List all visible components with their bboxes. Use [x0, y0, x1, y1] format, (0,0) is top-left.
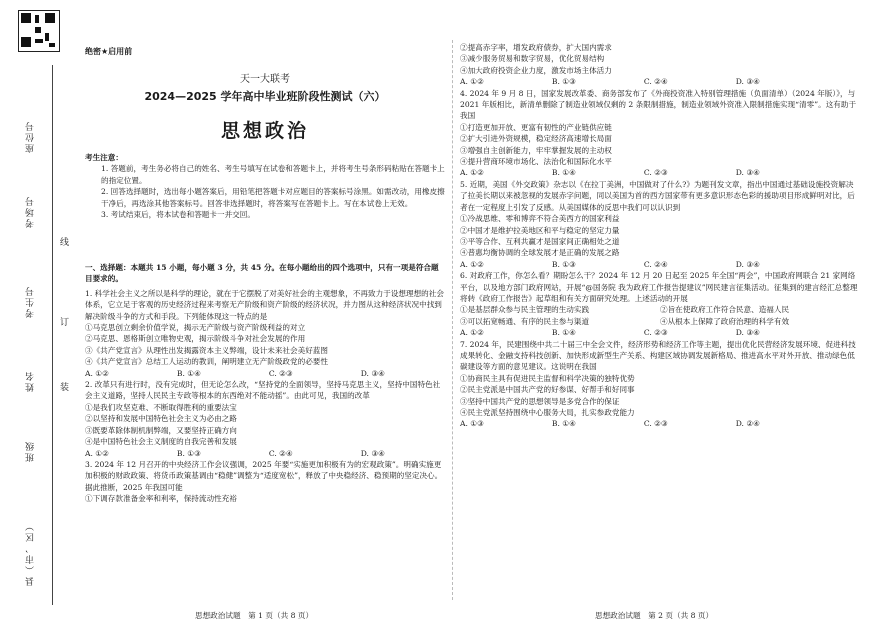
choice-d: D. ③④ — [735, 77, 760, 87]
option-item: ③《共产党宣言》从理性出发揭露资本主义弊端，设计未来社会美好蓝图 — [85, 345, 328, 355]
answer-choices — [85, 448, 385, 459]
notice-item: 1. 答题前，考生务必将自己的姓名、考生号填写在试卷和答题卡上，并将考生号条形码粘贴在答题卡上的指定位置。 — [101, 164, 445, 185]
page-footer-left: 思想政治试题 第 1 页（共 8 页） — [195, 611, 314, 620]
cut-mark-pack: 装 — [60, 383, 70, 393]
notice-item: 3. 考试结束后，将本试卷和答题卡一并交回。 — [101, 210, 255, 220]
question-stem: 4. 2024 年 9 月 8 日，国家发展改革委、商务部发布了《外商投资准入特别管理措施（负面清单）（2024 年版）》，与 2021 年版相比，新清单删除了制造业领域仅剩的 2 条限制措施，制造业领域外资准入限制措施实现“清零”。这有助于我国 — [460, 88, 857, 121]
choice-b: B. ①④ — [176, 368, 201, 378]
option-row — [460, 316, 860, 327]
qr-code — [18, 10, 60, 52]
choice-a: A. ①② — [85, 368, 109, 378]
choice-d: D. ③④ — [360, 448, 385, 458]
answer-choices — [460, 76, 760, 87]
option-item: ③坚持中国共产党的思想领导是多党合作的保证 — [460, 396, 620, 406]
page-divider — [452, 40, 453, 600]
option-item: ①协商民主具有促进民主监督和科学决策的独特优势 — [460, 373, 635, 383]
option-item: ①冷战思维、零和博弈不符合美西方的国家利益 — [460, 214, 620, 224]
choice-a: A. ①② — [460, 168, 484, 178]
option-item: ④从根本上保障了政府治理的科学有效 — [660, 316, 790, 326]
question-stem: 7. 2024 年，民建围绕中共二十届三中全会文件，经济形势和经济工作等主题，提出优化民营经济发展环境、促进科技成果转化、金融支持科技创新、加快形成新型生产关系、构建区域协调发展新格局、推进高水平对外开放、推动绿色低碳建设等方面的意见建议。这说明在我国 — [460, 339, 856, 372]
notice-block — [85, 152, 445, 220]
choice-c: C. ②③ — [268, 368, 293, 378]
answer-choices — [460, 167, 760, 178]
option-item: ①打造更加开放、更富有韧性的产业链供应链 — [460, 122, 612, 132]
option-item: ②以坚持和发展中国特色社会主义为必由之路 — [85, 414, 237, 424]
notice-title: 考生注意： — [85, 153, 123, 162]
answer-choices — [460, 259, 760, 270]
question-stem: 6. 对政府工作，你怎么看？期盼怎么干？2024 年 12 月 20 日起至 2025 年全国“两会”，中国政府网联合 21 家网络平台，以及地方部门政府网站，开展“@国务院 我为政府工作报告提建议”网民建言征集活动。征集到的建言经汇总整理将转《政府工作报告》起草组和有关方面研究处理。上述活动的开展 — [460, 271, 858, 303]
choice-c: C. ②③ — [643, 419, 668, 429]
option-item: ③可以拓宽畅通、有序的民主参与渠道 — [460, 316, 590, 326]
choice-d: D. ③④ — [735, 328, 760, 338]
answer-choices — [460, 418, 760, 429]
option-item: ①是我们攻坚克难、不断取得胜利的重要法宝 — [85, 402, 237, 412]
cut-mark-line: 线 — [60, 238, 70, 248]
choice-a: A. ①② — [460, 77, 484, 87]
question-stem: 5. 近期，美国《外交政策》杂志以《在拉丁美洲，中国做对了什么?》为题刊发文章，指出中国通过基础设施投资解决了拉美长期以来被忽视的发展赤字问题，同以美国为首的西方国家带有更多意识形态色彩的援助项目形成鲜明对比，后者在一定程度上引发了反感。从美国媒体的反思中我们可以认识到 — [460, 179, 855, 212]
choice-a: A. ①② — [85, 448, 109, 458]
choice-b: B. ①④ — [551, 328, 576, 338]
option-item: ②马克思、恩格斯创立唯物史观，揭示阶级斗争对社会发展的作用 — [85, 334, 306, 344]
exam-title: 2024—2025 学年高中毕业班阶段性测试（六） — [144, 90, 386, 103]
choice-a: A. ①② — [460, 259, 484, 269]
option-item: ④加大政府投资企业力度，激发市场主体活力 — [460, 65, 612, 75]
choice-b: B. ①③ — [176, 448, 201, 458]
option-item: ②提高赤字率，增发政府债券，扩大国内需求 — [460, 43, 612, 52]
choice-b: B. ①④ — [551, 168, 576, 178]
secret-label: 绝密★启用前 — [85, 47, 133, 56]
option-item: ①下调存款准备金率和利率，保持流动性充裕 — [85, 494, 237, 504]
option-row — [460, 304, 860, 315]
option-item: ④民主党派坚持围绕中心服务大局，扎实参政党能力 — [460, 408, 635, 417]
choice-c: C. ②④ — [268, 448, 293, 458]
organizer: 天一大联考 — [240, 74, 290, 85]
choice-b: B. ①④ — [551, 419, 576, 429]
option-item: ③增强自主创新能力，牢牢掌握发展的主动权 — [460, 145, 612, 155]
choice-a: A. ①② — [460, 328, 484, 338]
choice-c: C. ②④ — [643, 77, 668, 87]
notice-item: 2. 回答选择题时，选出每小题答案后，用铅笔把答题卡对应题目的答案标号涂黑。如需改动，用橡皮擦干净后，再选涂其他答案标号。回答非选择题时，将答案写在答题卡上。写在本试卷上无效。 — [101, 187, 445, 208]
option-item: ③减少服务贸易和数字贸易，优化贸易结构 — [460, 54, 605, 64]
county-label: 县（市、区） — [26, 520, 36, 586]
exam-room-label: 考场号 — [26, 195, 36, 228]
choice-c: C. ②③ — [643, 168, 668, 178]
option-item: ②旨在使政府工作符合民意、造福人民 — [660, 305, 790, 315]
option-item: ②民主党派是中国共产党的好参谋、好帮手和好同事 — [460, 385, 635, 395]
page-footer-right: 思想政治试题 第 2 页（共 8 页） — [595, 611, 714, 620]
choice-d: D. ③④ — [735, 259, 760, 269]
option-item: ④是中国特色社会主义制度的自我完善和发展 — [85, 437, 237, 447]
choice-a: A. ①③ — [460, 419, 484, 429]
candidate-number-label: 考生号 — [26, 285, 36, 318]
option-item: ①马克思创立剩余价值学说，揭示无产阶级与资产阶级利益的对立 — [85, 323, 306, 333]
answer-choices — [85, 368, 385, 379]
question-stem: 3. 2024 年 12 月召开的中央经济工作会议强调，2025 年要“实施更加积极有为的宏观政策”。明确实施更加积极的财政政策、将货币政策基调由“稳健”调整为“适度宽松”，释放了中央稳经济、稳预期的坚定决心。据此推断，2025 年我国可能 — [85, 459, 443, 492]
option-item: ③平等合作、互利共赢才是国家间正确相处之道 — [460, 236, 620, 246]
binding-line — [52, 65, 53, 605]
section-heading: 一、选择题：本题共 15 小题，每小题 3 分，共 45 分。在每小题给出的四个选项中，只有一项是符合题目要求的。 — [85, 263, 439, 284]
seat-number-label: 座位号 — [26, 120, 36, 153]
cut-mark-bind: 订 — [60, 318, 70, 328]
questions-right — [460, 42, 860, 430]
answer-choices — [460, 327, 760, 338]
option-item: ②扩大引进外资规模，稳定经济高速增长局面 — [460, 134, 612, 144]
choice-c: C. ②④ — [643, 259, 668, 269]
choice-c: C. ②③ — [643, 328, 668, 338]
option-item: ③既要革除体制机制弊端，又要坚持正确方向 — [85, 425, 237, 435]
option-item: ①是基层群众参与民主管理的生动实践 — [460, 305, 590, 315]
binding-strip — [0, 0, 78, 630]
option-item: ④提升营商环境市场化、法治化和国际化水平 — [460, 157, 612, 167]
question-stem: 1. 科学社会主义之所以是科学的理论，就在于它摆脱了对美好社会的主观想象，不再致力于设想理想的社会体系，它立足于客观的历史经济过程来考察无产阶级和资产阶级的经济状况，并力图从这种经济状况中找到解决阶级斗争的方式和手段。下列能体现这一特点的是 — [85, 288, 444, 321]
choice-b: B. ①③ — [551, 77, 576, 87]
option-item: ②中国才是维护拉美地区和平与稳定的坚定力量 — [460, 225, 620, 235]
option-item: ④《共产党宣言》总结工人运动的教训，阐明建立无产阶级政党的必要性 — [85, 357, 328, 367]
class-label: 班级 — [26, 440, 36, 462]
questions-left — [85, 262, 445, 505]
option-item: ④普惠均衡协调的全球发展才是正确的发展之路 — [460, 248, 620, 258]
choice-b: B. ①③ — [551, 259, 576, 269]
choice-d: D. ③④ — [360, 368, 385, 378]
subject-title: 思想政治 — [220, 120, 309, 142]
name-label: 姓名 — [26, 370, 36, 392]
choice-d: D. ③④ — [735, 168, 760, 178]
choice-d: D. ②④ — [735, 419, 760, 429]
question-stem: 2. 改革只有进行时，没有完成时，但无论怎么改，“坚持党的全面领导，坚持马克思主义，坚持中国特色社会主义道路，坚持人民民主专政等根本的东西绝对不能动摇”。由此可见，我国的改革 — [85, 380, 441, 401]
